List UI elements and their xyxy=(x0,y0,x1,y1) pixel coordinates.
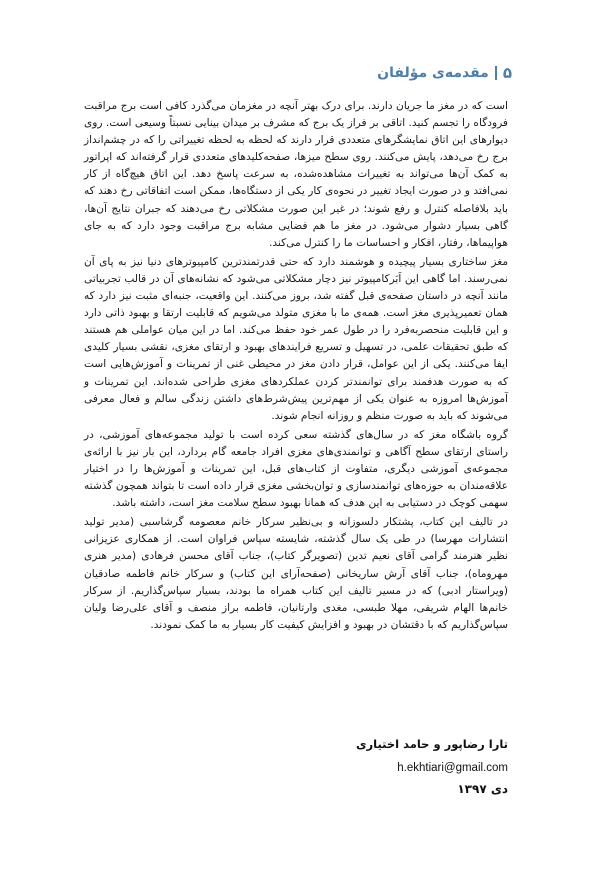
paragraph: گروه باشگاه مغز که در سال‌های گذشته سعی کرده است با تولید مجموعه‌های آموزشی، در راستای ارتقای سطح آگاهی و توانمندی‌های مغزی افراد جامعه گام بردارد، این بار نیز با ارائه‌ی مجموعه‌ی آموزشی دیگری، متفاوت از کتاب‌های قبل، این تمرینات و آموزش‌ها را در اختیار علاقه‌مندان به حوزه‌های توانمندسازی و توان‌بخشی مغزی قرار داده است تا بتواند همچون گذشته سهمی کوچک در دستیابی به این هدف که همانا بهبود سطح سلامت مغز است، داشته باشد. xyxy=(84,428,508,510)
section-title: مقدمه‌ی مؤلفان xyxy=(377,65,489,81)
paragraph: مغز ساختاری بسیار پیچیده و هوشمند دارد که حتی قدرتمندترین کامپیوترهای دنیا نیز به پای آن نمی‌رسند. اما گاهی این اَبَرکامپیوتر نیز دچار مشکلاتی می‌شود که نشانه‌های آن در قالب تجربیاتی مانند آنچه در داستان صفحه‌ی قبل گفته شد، بروز می‌کنند. این واقعیت، جنبه‌ای مثبت نیز دارد که همان تعمیرپذیری مغز است. همه‌ی ما با مغزی متولد می‌شویم که قابلیت ارتقا و بهبود ذاتی دارد و این قابلیت منحصربه‌فرد را در طول عمر خود حفظ می‌کند. اما در این میان عواملی هم هستند که طبق تحقیقات علمی، در تسهیل و تسریع فرایندهای بهبود و ارتقای مغزی، نقشی بسیار کلیدی ایفا می‌کنند. یکی از این عوامل، قرار دادن مغز در محیطی غنی از تمرینات و آموزش‌هایی است که به صورت هدفمند برای توانمندتر کردن عملکردهای مغزی طراحی شده‌اند. این تمرینات و آموزش‌ها امروزه به عنوان یکی از مهم‌ترین پیش‌شرط‌های داشتن زندگی سالم و فعال معرفی می‌شوند که باید به صورت منظم و روزانه انجام شوند. xyxy=(84,255,508,422)
body-text xyxy=(84,98,508,636)
paragraph: در تالیف این کتاب، پشتکار دلسوزانه و بی‌نظیر سرکار خانم معصومه گرشاسبی (مدیر تولید انتشارات مهرسا) در طی یک سال گذشته، شایسته سپاس فراوان است. از همکاری عزیزانی نظیر هنرمند گرامی آقای نعیم تدین (تصویرگر کتاب)، جناب آقای محسن فرهادی (مدیر هنری مهروماه)، جناب آقای آرش ساریخانی (صفحه‌آرای این کتاب) و سرکار خانم فاطمه صادقیان (ویراستار ادبی) که در مسیر تالیف این کتاب همراه ما بودند، بسیار سپاس‌گذاریم. از سرکار خانم‌ها الهام شریفی، مهلا طبسی، مغدی وارتانیان، فاطمه براز منصف و آقای علی‌رضا ولیان سپاس‌گذاریم که با دقتشان در بهبود و افزایش کیفیت کار بسیار به ما کمک نمودند. xyxy=(84,516,508,631)
author-signature: تارا رضاپور و حامد اختیاری xyxy=(355,737,508,751)
header-divider xyxy=(495,66,497,80)
signature-date: دی ۱۳۹۷ xyxy=(457,782,508,796)
page-number: ۵ xyxy=(502,64,512,82)
running-header xyxy=(377,64,512,82)
author-email: h.ekhtiari@gmail.com xyxy=(397,762,508,774)
paragraph: است که در مغز ما جریان دارند. برای درک بهتر آنچه در مغزمان می‌گذرد کافی است برج مراقبت فرودگاه را تجسم کنید. اتاقی بر فراز یک برج که مشرف بر میدان بینایی نسبتاً وسیعی است. روی دیوارهای این اتاق نمایشگرهای متعددی قرار دارند که لحظه به لحظه تغییراتی را که در چشم‌انداز برج رخ می‌دهد، پایش می‌کنند. روی سطح میزها، صفحه‌کلیدهای متعددی قرار گرفته‌اند که اپراتور به کمک آن‌ها می‌تواند به تغییرات مشاهده‌شده، به سرعت پاسخ دهد. این اتاق هیچ‌گاه از کار نمی‌افتد و در صورت ایجاد تغییر در نحوه‌ی کار یکی از دستگاه‌ها، ممکن است اتفاقاتی رخ دهند که باید بلافاصله کنترل و رفع شوند؛ در غیر این صورت مشکلاتی رخ می‌دهند که جبران نتایج آن‌ها، گاهی بسیار دشوار می‌شود. در مغز ما هم فضایی مشابه برج مراقبت وجود دارد که به جای هواپیماها، رفتار، افکار و احساسات ما را کنترل می‌کند. xyxy=(84,100,508,249)
